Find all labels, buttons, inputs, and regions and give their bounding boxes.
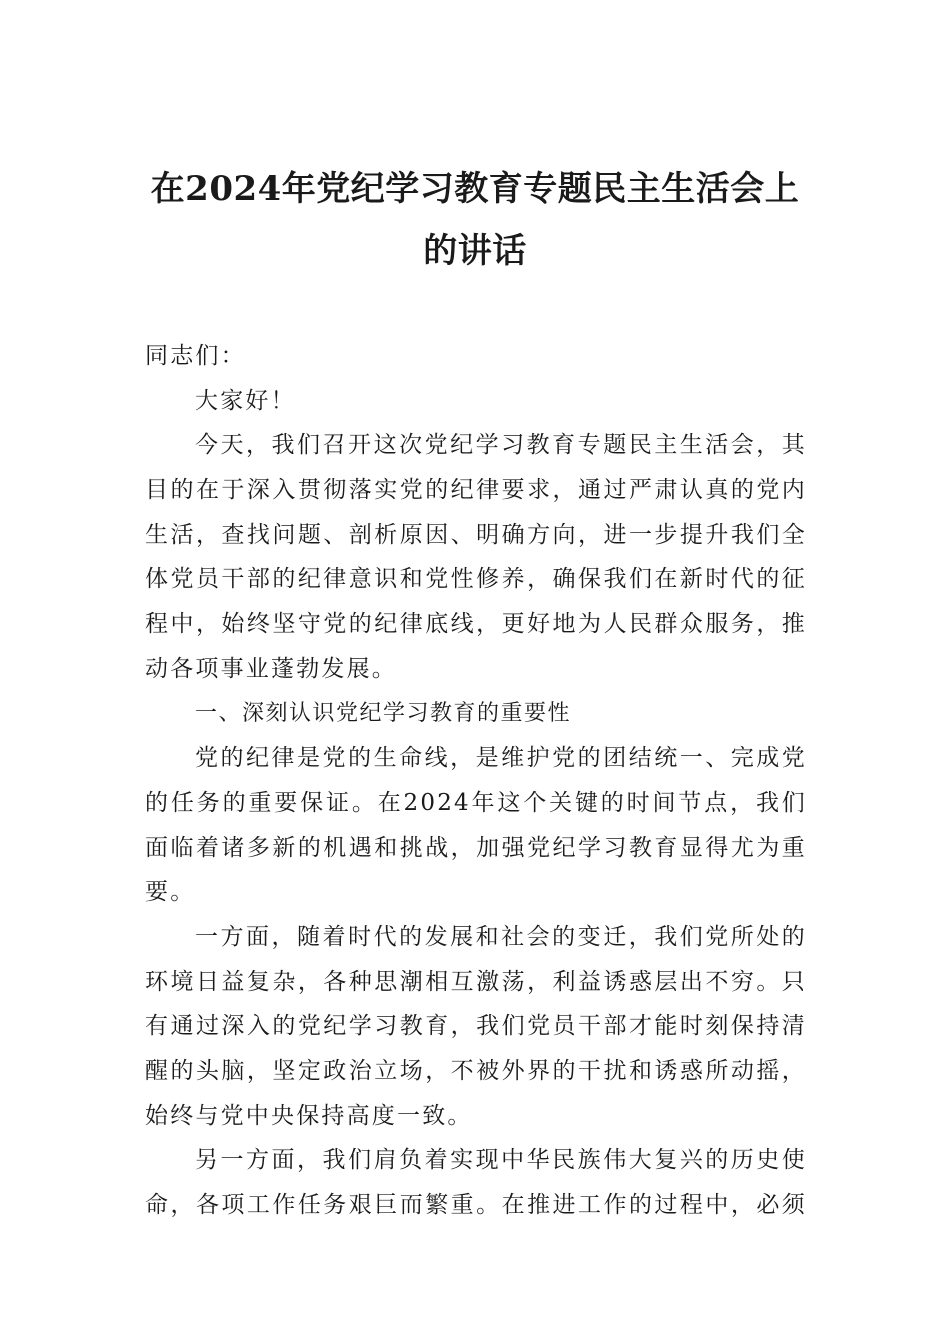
paragraph-one-hand (145, 915, 807, 1138)
paragraph-intro (145, 423, 807, 691)
title-line-2: 的讲话 (423, 231, 527, 271)
paragraph-line: 生活，查找问题、剖析原因、明确方向，进一步提升我们全 (145, 521, 807, 548)
section-heading: 一、深刻认识党纪学习教育的重要性 (195, 700, 572, 726)
salutation: 同志们： (145, 343, 246, 369)
paragraph-line: 目的在于深入贯彻落实党的纪律要求，通过严肃认真的党内 (145, 477, 807, 504)
title-line-1: 在2024年党纪学习教育专题民主生活会上 (150, 169, 800, 209)
paragraph-line: 今天，我们召开这次党纪学习教育专题民主生活会，其 (195, 432, 807, 459)
paragraph-line: 醒的头脑，坚定政治立场，不被外界的干扰和诱惑所动摇， (145, 1058, 807, 1084)
paragraph-line: 动各项事业蓬勃发展。 (145, 655, 397, 682)
paragraph-line: 要。 (145, 879, 196, 906)
paragraph-line: 有通过深入的党纪学习教育，我们党员干部才能时刻保持清 (145, 1013, 807, 1040)
paragraph-line: 始终与党中央保持高度一致。 (145, 1102, 473, 1129)
paragraph-line: 党的纪律是党的生命线，是维护党的团结统一、完成党 (195, 745, 807, 772)
greeting: 大家好！ (195, 387, 296, 414)
paragraph-line: 面临着诸多新的机遇和挑战，加强党纪学习教育显得尤为重 (145, 834, 807, 861)
paragraph-line: 一方面，随着时代的发展和社会的变迁，我们党所处的 (195, 923, 807, 950)
paragraph-line: 的任务的重要保证。在2024年这个关键的时间节点，我们 (145, 789, 807, 816)
paragraph-line: 程中，始终坚守党的纪律底线，更好地为人民群众服务，推 (145, 611, 807, 638)
document-body (145, 334, 807, 1228)
paragraph-line: 体党员干部的纪律意识和党性修养，确保我们在新时代的征 (145, 566, 807, 593)
paragraph-line: 另一方面，我们肩负着实现中华民族伟大复兴的历史使 (195, 1147, 807, 1174)
paragraph-discipline (145, 736, 807, 915)
paragraph-line: 命，各项工作任务艰巨而繁重。在推进工作的过程中，必须 (145, 1192, 807, 1219)
paragraph-other-hand (145, 1138, 807, 1227)
paragraph-line: 环境日益复杂，各种思潮相互激荡，利益诱惑层出不穷。只 (145, 968, 807, 995)
document-title (130, 158, 820, 282)
